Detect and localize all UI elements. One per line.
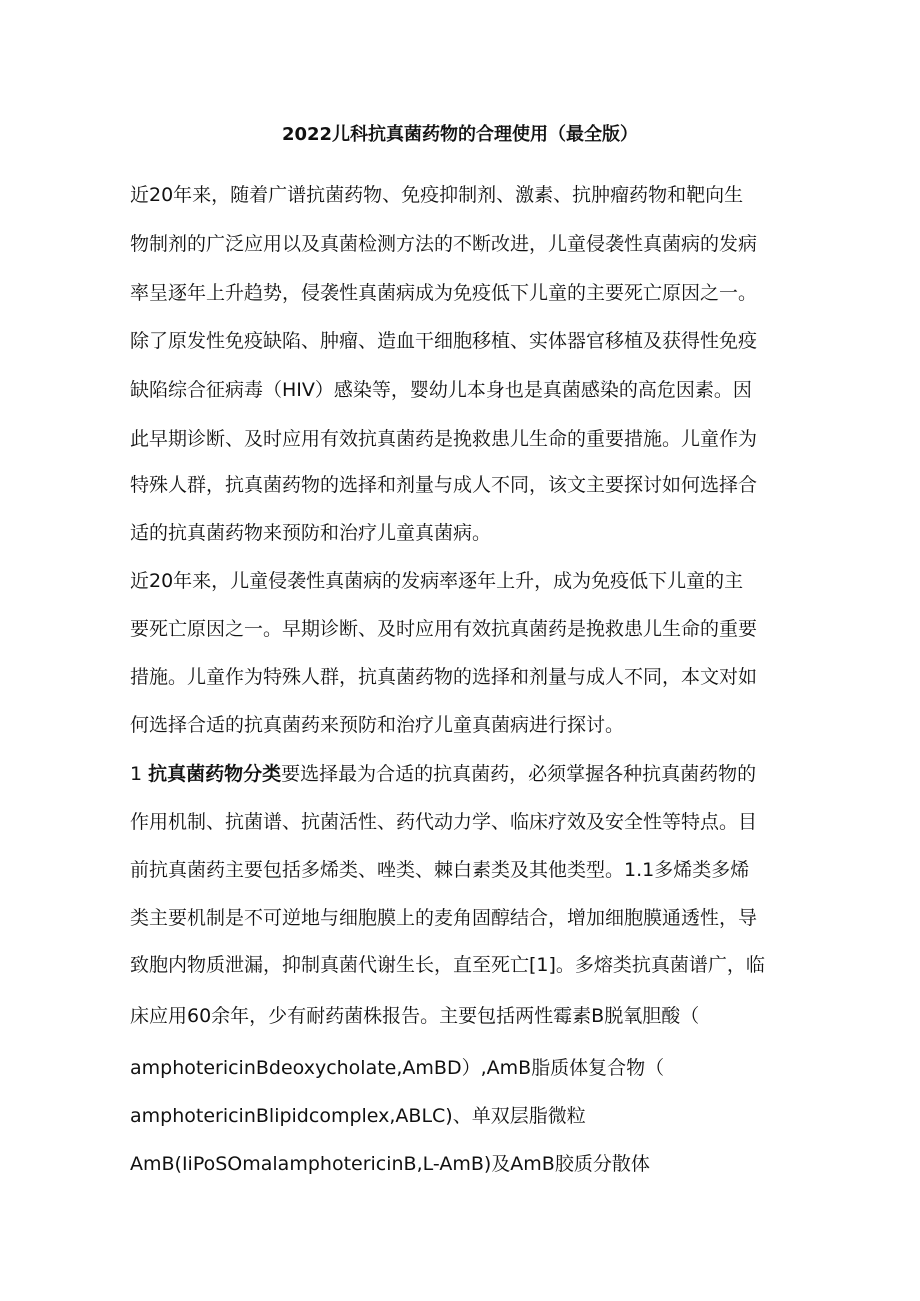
section-heading: 抗真菌药物分类 <box>148 763 282 785</box>
paragraph-2-line-4: 何选择合适的抗真菌药来预防和治疗儿童真菌病进行探讨。 <box>130 714 625 736</box>
paragraph-1-line-8: 适的抗真菌药物来预防和治疗儿童真菌病。 <box>130 522 492 544</box>
paragraph-1-line-1: 近20年来，随着广谱抗菌药物、免疫抑制剂、激素、抗肿瘤药物和靶向生 <box>130 184 744 206</box>
section-1-line-4: 类主要机制是不可逆地与细胞膜上的麦角固醇结合，增加细胞膜通透性，导 <box>130 907 758 929</box>
paragraph-1-line-4: 除了原发性免疫缺陷、肿瘤、造血干细胞移植、实体器官移植及获得性免疫 <box>130 330 758 352</box>
section-1-line-9: AmB(IiPoSOmalamphotericinB,L-AmB)及AmB胶质分散体 <box>130 1153 650 1175</box>
document-title: 2022儿科抗真菌药物的合理使用（最全版） <box>281 124 639 145</box>
paragraph-1-line-3: 率呈逐年上升趋势，侵袭性真菌病成为免疫低下儿童的主要死亡原因之一。 <box>130 282 758 304</box>
paragraph-2-line-1: 近20年来，儿童侵袭性真菌病的发病率逐年上升，成为免疫低下儿童的主 <box>130 570 744 592</box>
section-number: 1 <box>130 763 149 785</box>
paragraph-1-line-7: 特殊人群，抗真菌药物的选择和剂量与成人不同，该文主要探讨如何选择合 <box>130 474 758 496</box>
paragraph-2-line-3: 措施。儿童作为特殊人群，抗真菌药物的选择和剂量与成人不同，本文对如 <box>130 666 758 688</box>
section-1-line-7: amphotericinBdeoxycholate,AmBD）,AmB脂质体复合物（ <box>130 1057 665 1079</box>
paragraph-1-line-6: 此早期诊断、及时应用有效抗真菌药是挽救患儿生命的重要措施。儿童作为 <box>130 428 758 450</box>
section-1-line-1-text: 要选择最为合适的抗真菌药，必须掌握各种抗真菌药物的 <box>281 763 757 785</box>
paragraph-1-line-2: 物制剂的广泛应用以及真菌检测方法的不断改进，儿童侵袭性真菌病的发病 <box>130 233 758 255</box>
section-1-line-8: amphotericinBlipidcomplex,ABLC)、单双层脂微粒 <box>130 1105 586 1127</box>
section-1-line-6: 床应用60余年，少有耐药菌株报告。主要包括两性霉素B脱氧胆酸（ <box>130 1005 700 1027</box>
section-1-line-2: 作用机制、抗菌谱、抗菌活性、药代动力学、临床疗效及安全性等特点。目 <box>130 811 758 833</box>
paragraph-2-line-2: 要死亡原因之一。早期诊断、及时应用有效抗真菌药是挽救患儿生命的重要 <box>130 618 758 640</box>
section-1-line-5: 致胞内物质泄漏，抑制真菌代谢生长，直至死亡[1]。多熔类抗真菌谱广，临 <box>130 954 765 976</box>
section-1-line-1 <box>130 759 756 789</box>
section-1-line-3: 前抗真菌药主要包括多烯类、唑类、棘白素类及其他类型。1.1多烯类多烯 <box>130 859 750 881</box>
paragraph-1-line-5: 缺陷综合征病毒（HIV）感染等，婴幼儿本身也是真菌感染的高危因素。因 <box>130 379 752 401</box>
